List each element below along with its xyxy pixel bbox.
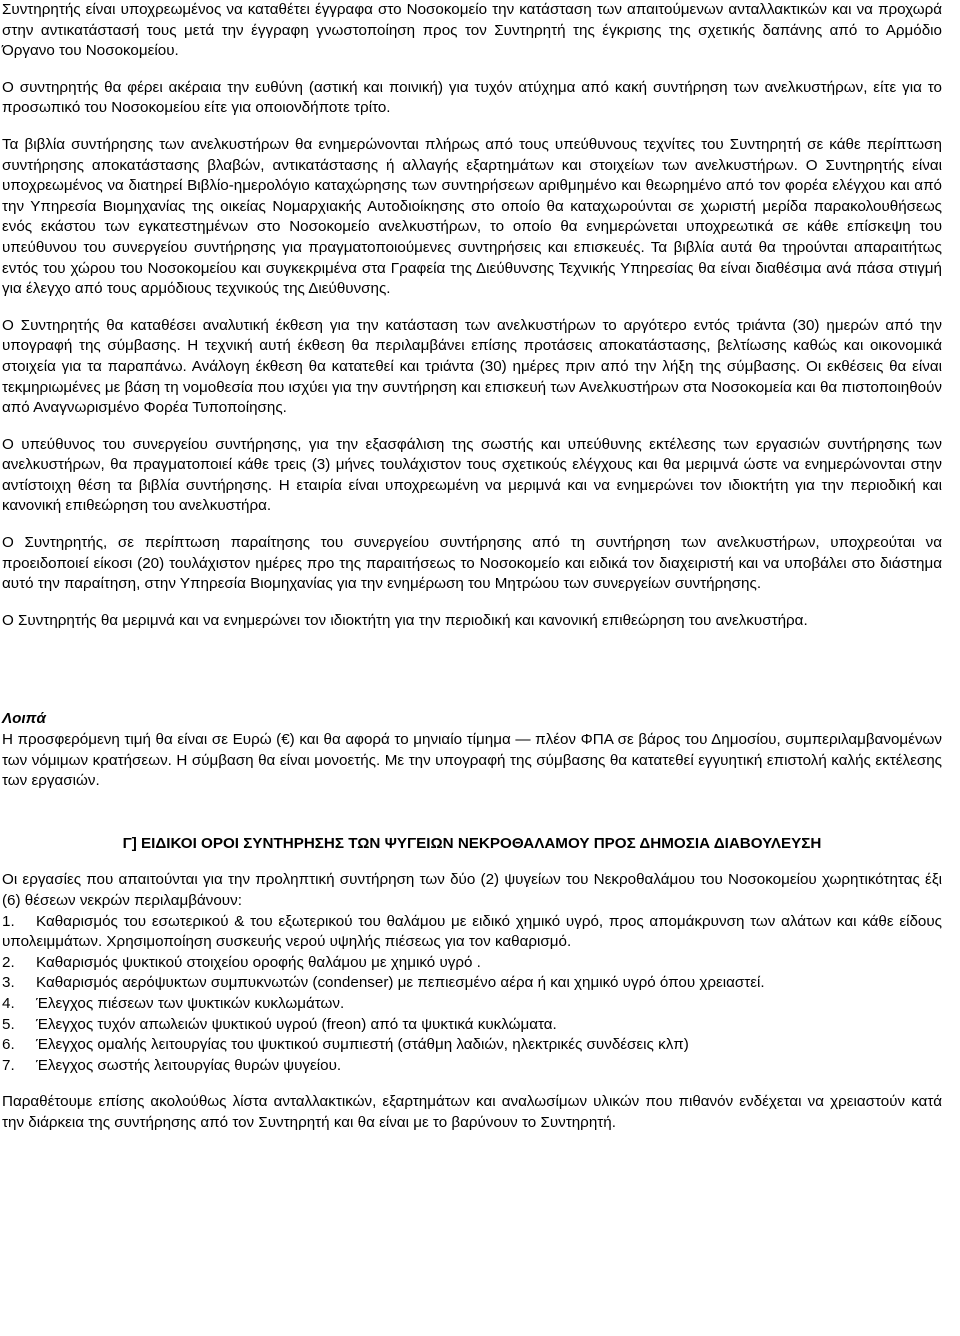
document-page [2, 0, 942, 1134]
section-g-closing: Παραθέτουμε επίσης ακολούθως λίστα ανταλλακτικών, εξαρτημάτων και αναλωσίμων υλικών που πιθανόν ενδέχεται να χρειαστούν κατά την διάρκεια της συντήρησης από τον Συντηρητή και θα είναι με το βαρύνουν το Συντηρητή. [2, 1093, 942, 1131]
paragraph-report: Ο Συντηρητής θα καταθέσει αναλυτική έκθεση για την κατάσταση των ανελκυστήρων το αργότερο εντός τριάντα (30) ημερών από την υπογραφή της σύμβασης. Η τεχνική αυτή έκθεση θα περιλαμβάνει επίσης προτάσεις αποκατάστασης, βελτίωσης καθώς και οικονομικά στοιχεία για τα παραπάνω. Ανάλογη έκθεση θα κατατεθεί και τριάντα (30) ημέρες πριν από την λήξη της σύμβασης. Οι εκθέσεις θα είναι τεκμηριωμένες με βάση τη νομοθεσία που ισχύει για την συντήρηση και επισκευή των Ανελκυστήρων στα Νοσοκομεία και θα πιστοποιηθούν από Αναγνωρισμένο Φορέα Τυποποίησης. [2, 316, 942, 417]
paragraph-spare-parts: Συντηρητής είναι υποχρεωμένος να καταθέτει έγγραφα στο Νοσοκομείο την κατάσταση των απαιτούμενων ανταλλακτικών και να προχωρά στην αντικατάστασή τους μετά την έγγραφη γνωστοποίηση προς τον Συντηρητή της έγκρισης της σχετικής δαπάνης από το Αρμόδιο Όργανο του Νοσοκομείου. [2, 1, 942, 60]
list-item [2, 1056, 942, 1077]
list-item [2, 912, 942, 953]
list-item-number: 1. [2, 912, 15, 930]
section-g-heading: Γ] ΕΙΔΙΚΟΙ ΟΡΟΙ ΣΥΝΤΗΡΗΣΗΣ ΤΩΝ ΨΥΓΕΙΩΝ ΝΕΚΡΟΘΑΛΑΜΟΥ ΠΡΟΣ ΔΗΜΟΣΙΑ ΔΙΑΒΟΥΛΕΥΣΗ [122, 834, 822, 852]
paragraph-liability: Ο συντηρητής θα φέρει ακέραια την ευθύνη (αστική και ποινική) για τυχόν ατύχημα από κακή συντήρηση των ανελκυστήρων, είτε για το προσωπικό του Νοσοκομείου είτε για οποιονδήποτε τρίτο. [2, 78, 942, 117]
list-item [2, 994, 942, 1015]
loipa-text: Η προσφερόμενη τιμή θα είναι σε Ευρώ (€) και θα αφορά το μηνιαίο τίμημα — πλέον ΦΠΑ σε βάρος του Δημοσίου, συμπεριλαμβανομένων των νόμιμων κρατήσεων. Η σύμβαση θα είναι μονοετής. Με την υπογραφή της σύμβασης θα κατατεθεί εγγυητική επιστολή καλής εκτέλεσης των εργασιών. [2, 731, 942, 790]
list-item-number: 7. [2, 1056, 15, 1074]
list-item-text: Έλεγχος σωστής λειτουργίας θυρών ψυγείου. [36, 1056, 342, 1074]
list-item-number: 5. [2, 1015, 15, 1033]
list-item-number: 6. [2, 1036, 15, 1054]
list-item-number: 3. [2, 974, 15, 992]
list-item-number: 2. [2, 953, 15, 971]
maintenance-task-list [2, 912, 942, 1077]
paragraph-owner-notice: Ο Συντηρητής θα μεριμνά και να ενημερώνει τον ιδιοκτήτη για την περιοδική και κανονική επιθεώρηση του ανελκυστήρα. [2, 611, 808, 629]
list-item [2, 1035, 942, 1056]
list-item-text: Καθαρισμός αερόψυκτων συμπυκνωτών (condenser) με πεπιεσμένο αέρα ή και χημικό υγρό όπου χρειαστεί. [36, 974, 765, 992]
list-item-text: Καθαρισμός του εσωτερικού & του εξωτερικού του θαλάμου με ειδικό χημικό υγρό, προς απομάκρυνση των αλάτων και κάθε είδους υπολειμμάτων. Χρησιμοποίηση συσκευής νερού υψηλής πιέσεως για τον καθαρισμό. [2, 912, 942, 951]
list-item [2, 973, 942, 994]
list-item-text: Έλεγχος ομαλής λειτουργίας του ψυκτικού συμπιεστή (στάθμη λαδιών, ηλεκτρικές συνδέσεις κλπ) [36, 1036, 689, 1054]
section-g-intro: Οι εργασίες που απαιτούνται για την προληπτική συντήρηση των δύο (2) ψυγείων του Νεκροθαλάμου του Νοσοκομείου χωρητικότητας έξι (6) θέσεων νεκρών περιλαμβάνουν: [2, 871, 942, 909]
list-item-text: Έλεγχος πιέσεων των ψυκτικών κυκλωμάτων. [36, 994, 345, 1012]
list-item-text: Καθαρισμός ψυκτικού στοιχείου οροφής θαλάμου με χημικό υγρό . [36, 953, 481, 971]
paragraph-inspections: Ο υπεύθυνος του συνεργείου συντήρησης, για την εξασφάλιση της σωστής και υπεύθυνης εκτέλεσης των εργασιών συντήρησης των ανελκυστήρων, θα πραγματοποιεί κάθε τρεις (3) μήνες τουλάχιστον τους σχετικούς ελέγχους και θα μεριμνά ώστε να ενημερώνονται στην αντίστοιχη θέση τα βιβλία συντήρησης. Η εταιρία είναι υποχρεωμένη να μεριμνά και να ενημερώνει τον ιδιοκτήτη για την περιοδική και κανονική επιθεώρηση του ανελκυστήρα. [2, 435, 942, 515]
list-item-number: 4. [2, 994, 15, 1012]
paragraph-resignation: Ο Συντηρητής, σε περίπτωση παραίτησης του συνεργείου συντήρησης από τη συντήρηση των ανελκυστήρων, υποχρεούται να προειδοποιεί είκοσι (20) τουλάχιστον ημέρες προ της παραιτήσεως το Νοσοκομείο και ειδικά τον διαχειριστή και να υποβάλει στο διάστημα αυτό την παραίτηση, στην Υπηρεσία Βιομηχανίας για την ενημέρωση του Μητρώου των συνεργείων συντήρησης. [2, 534, 942, 593]
list-item [2, 1015, 942, 1036]
loipa-heading: Λοιπά [2, 710, 46, 728]
list-item-text: Έλεγχος τυχόν απωλειών ψυκτικού υγρού (freon) από τα ψυκτικά κυκλώματα. [36, 1015, 557, 1033]
list-item [2, 953, 942, 974]
paragraph-maintenance-books: Τα βιβλία συντήρησης των ανελκυστήρων θα ενημερώνονται πλήρως από τους υπεύθυνους τεχνίτες του Συντηρητή σε κάθε περίπτωση συντήρησης αποκατάστασης βλαβών, αντικατάστασης ή αλλαγής εξαρτημάτων και στοιχείων των ανελκυστήρων. Ο Συντηρητής είναι υποχρεωμένος να διατηρεί Βιβλίο-ημερολόγιο καταχώρησης των συντηρήσεων αριθμημένο και θεωρημένο από τον φορέα ελέγχου και από την Υπηρεσία Βιομηχανίας της οικείας Νομαρχιακής Αυτοδιοίκησης στο οποίο θα καταχωρούνται σε χωριστή μερίδα παρακολουθήσεως ενός εκάστου των εγκατεστημένων στο Νοσοκομείο ανελκυστήρων, το οποίο θα ενημερώνεται υποχρεωτικά σε κάθε επίσκεψη του υπεύθυνου του συνεργείου συντήρησης για πραγματοποιούμενες συντηρήσεις και επισκευές. Τα βιβλία αυτά θα τηρούνται απαραιτήτως εντός του χώρου του Νοσοκομείου και συγκεκριμένα στα Γραφεία της Διεύθυνσης Τεχνικής Υπηρεσίας θα είναι διαθέσιμα ανά πάσα στιγμή για έλεγχο από τους αρμόδιους τεχνικούς της Διεύθυνσης. [2, 135, 942, 298]
